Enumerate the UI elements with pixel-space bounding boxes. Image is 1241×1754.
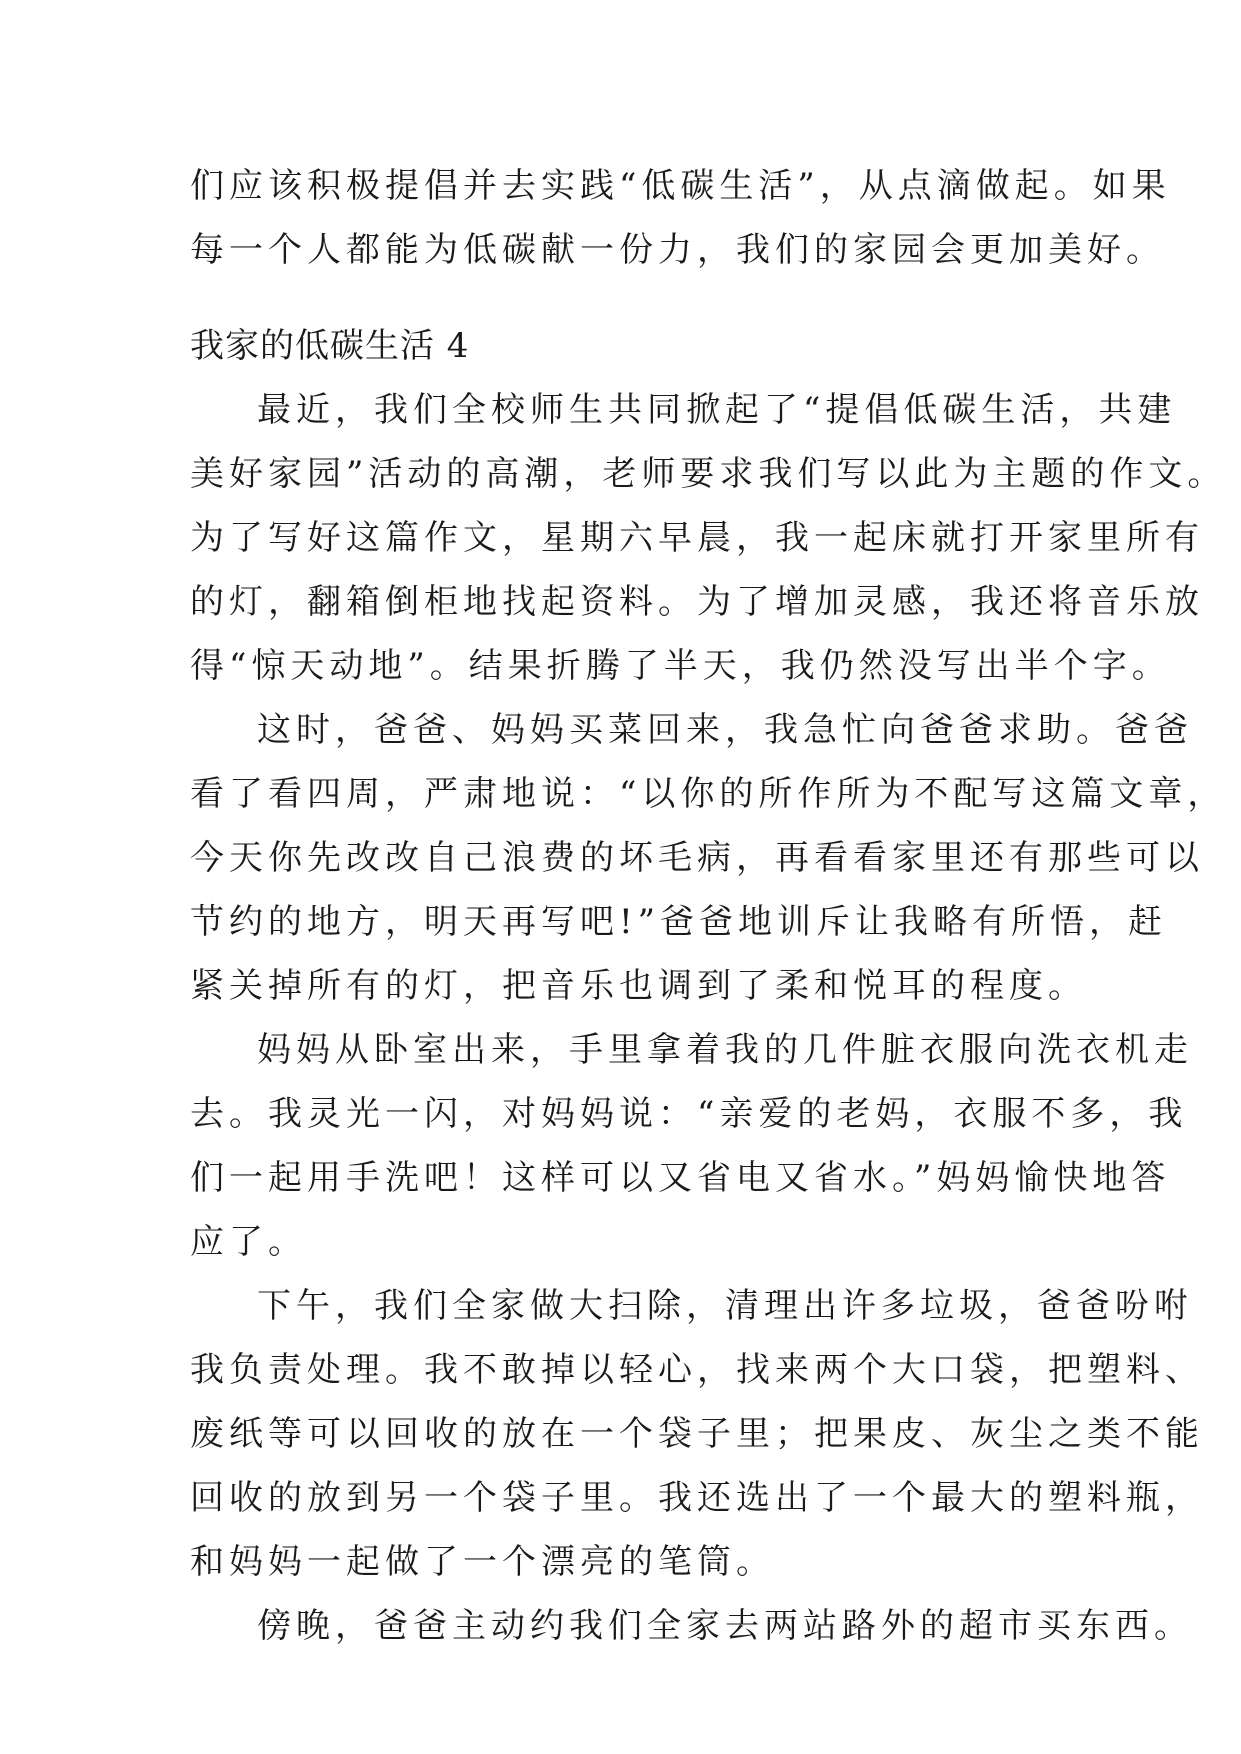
paragraph-line: 回收的放到另一个袋子里。我还选出了一个最大的塑料瓶， — [190, 1478, 1204, 1518]
paragraph-line: 应了。 — [190, 1222, 307, 1262]
paragraph-line: 我负责处理。我不敢掉以轻心，找来两个大口袋，把塑料、 — [190, 1350, 1204, 1390]
paragraph-line: 今天你先改改自己浪费的坏毛病，再看看家里还有那些可以 — [190, 838, 1204, 878]
paragraph-line: 和妈妈一起做了一个漂亮的笔筒。 — [190, 1542, 775, 1582]
text-line: 每一个人都能为低碳献一份力，我们的家园会更加美好。 — [190, 230, 1165, 270]
paragraph-line: 看了看四周，严肃地说：“以你的所作所为不配写这篇文章， — [190, 774, 1227, 814]
paragraph-line: 得“惊天动地”。结果折腾了半天，我仍然没写出半个字。 — [190, 646, 1171, 686]
paragraph-line: 的灯，翻箱倒柜地找起资料。为了增加灵感，我还将音乐放 — [190, 582, 1204, 622]
paragraph-line: 节约的地方，明天再写吧!”爸爸地训斥让我略有所悟，赶 — [190, 902, 1168, 942]
paragraph-line: 为了写好这篇作文，星期六早晨，我一起床就打开家里所有 — [190, 518, 1204, 558]
paragraph-line: 最近，我们全校师生共同掀起了“提倡低碳生活，共建 — [257, 390, 1177, 430]
paragraph-line: 们一起用手洗吧！这样可以又省电又省水。”妈妈愉快地答 — [190, 1158, 1171, 1198]
paragraph-line: 紧关掉所有的灯，把音乐也调到了柔和悦耳的程度。 — [190, 966, 1087, 1006]
paragraph-line: 傍晚，爸爸主动约我们全家去两站路外的超市买东西。 — [257, 1606, 1193, 1646]
paragraph-line: 去。我灵光一闪，对妈妈说：“亲爱的老妈，衣服不多，我 — [190, 1094, 1188, 1134]
paragraph-line: 废纸等可以回收的放在一个袋子里；把果皮、灰尘之类不能 — [190, 1414, 1204, 1454]
paragraph-line: 美好家园”活动的高潮，老师要求我们写以此为主题的作文。 — [190, 454, 1227, 494]
paragraph-line: 下午，我们全家做大扫除，清理出许多垃圾，爸爸吩咐 — [257, 1286, 1193, 1326]
section-title: 我家的低碳生活 4 — [190, 326, 470, 366]
paragraph-line: 妈妈从卧室出来，手里拿着我的几件脏衣服向洗衣机走 — [257, 1030, 1193, 1070]
text-line: 们应该积极提倡并去实践“低碳生活”，从点滴做起。如果 — [190, 166, 1171, 206]
paragraph-line: 这时，爸爸、妈妈买菜回来，我急忙向爸爸求助。爸爸 — [257, 710, 1193, 750]
